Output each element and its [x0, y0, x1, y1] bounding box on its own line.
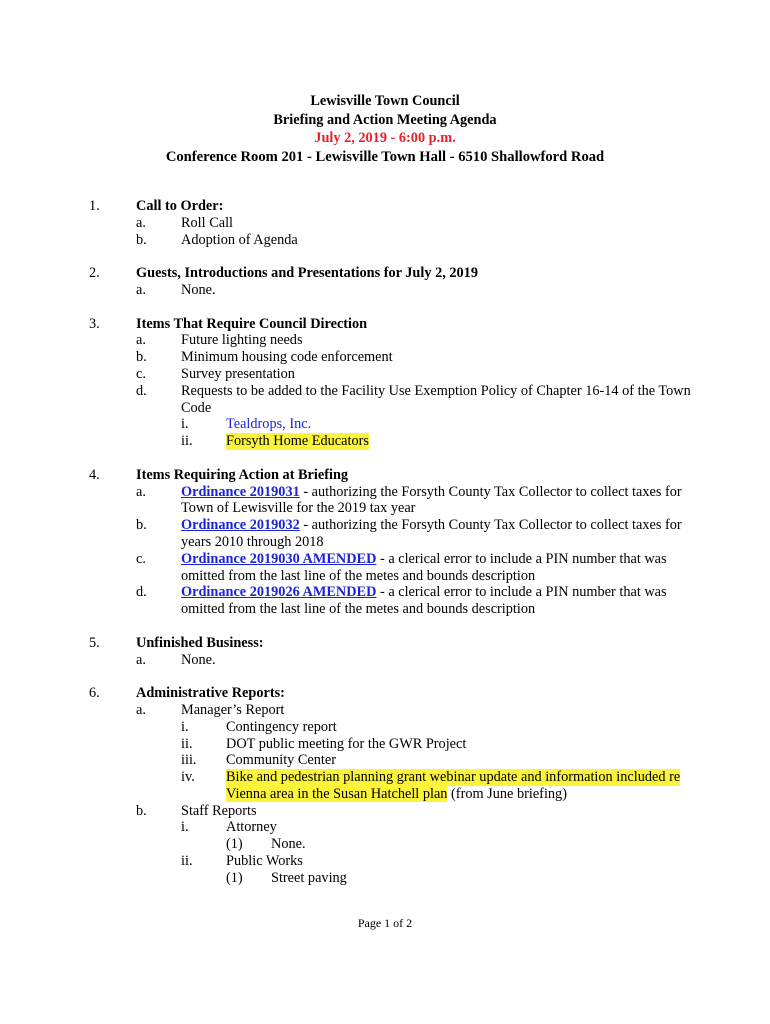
- item-marker: a.: [136, 332, 146, 349]
- agenda-subsubitem: [0, 870, 770, 887]
- agenda-list: [0, 198, 770, 887]
- section-4-heading: [0, 467, 770, 484]
- item-text: Contingency report: [226, 718, 337, 735]
- item-marker: i.: [181, 819, 189, 836]
- item-text: None.: [181, 651, 216, 668]
- item-marker: ii.: [181, 735, 193, 752]
- item-marker: a.: [136, 651, 146, 668]
- item-marker: i.: [181, 416, 189, 433]
- item-text: Minimum housing code enforcement: [181, 349, 393, 366]
- section-number: 3.: [89, 315, 100, 332]
- item-marker: b.: [136, 802, 147, 819]
- item-text: [181, 584, 667, 601]
- section-title: Items That Require Council Direction: [136, 315, 368, 332]
- item-text: Street paving: [271, 869, 347, 886]
- ordinance-2019031-link[interactable]: Ordinance 2019031: [181, 483, 300, 500]
- item-text: Attorney: [226, 819, 277, 836]
- item-marker: b.: [136, 349, 147, 366]
- agenda-item-continuation: [0, 568, 770, 585]
- item-text: Community Center: [226, 752, 336, 769]
- item-text: years 2010 through 2018: [181, 533, 324, 550]
- agenda-item: [0, 332, 770, 349]
- agenda-item: [0, 282, 770, 299]
- item-marker: (1): [226, 869, 243, 886]
- agenda-item: [0, 484, 770, 501]
- agenda-item-continuation: [0, 786, 770, 803]
- meeting-date: July 2, 2019 - 6:00 p.m.: [314, 130, 456, 146]
- section-3-heading: [0, 316, 770, 333]
- item-marker: d.: [136, 382, 147, 399]
- agenda-subitem: [0, 416, 770, 433]
- section-5-heading: [0, 635, 770, 652]
- section-title: Unfinished Business:: [136, 634, 264, 651]
- item-marker: i.: [181, 718, 189, 735]
- item-text: Staff Reports: [181, 802, 257, 819]
- section-number: 6.: [89, 685, 100, 702]
- section-title: Items Requiring Action at Briefing: [136, 466, 349, 483]
- item-marker: iv.: [181, 769, 195, 786]
- item-description: - authorizing the Forsyth County Tax Collector to collect taxes for: [299, 517, 682, 534]
- item-text: DOT public meeting for the GWR Project: [226, 735, 467, 752]
- item-marker: b.: [136, 517, 147, 534]
- org-title: Lewisville Town Council: [310, 93, 460, 109]
- agenda-subitem: [0, 736, 770, 753]
- section-1-heading: [0, 198, 770, 215]
- agenda-header: [0, 92, 770, 166]
- item-text: [226, 786, 567, 803]
- section-title: Call to Order:: [136, 198, 224, 214]
- item-text: None.: [271, 836, 306, 853]
- tealdrops-link[interactable]: Tealdrops, Inc.: [226, 416, 312, 433]
- agenda-item: [0, 551, 770, 568]
- item-marker: a.: [136, 214, 146, 231]
- section-number: 5.: [89, 634, 100, 651]
- meeting-location: Conference Room 201 - Lewisville Town Hall - 6510 Shallowford Road: [165, 148, 605, 165]
- item-marker: a.: [136, 483, 146, 500]
- item-text: [181, 484, 682, 501]
- item-text: Town of Lewisville for the 2019 tax year: [181, 500, 416, 517]
- item-text: Roll Call: [181, 214, 234, 231]
- item-text: Public Works: [226, 853, 303, 870]
- agenda-subitem: [0, 769, 770, 786]
- agenda-subitem: [0, 752, 770, 769]
- agenda-item-continuation: [0, 534, 770, 551]
- item-text: omitted from the last line of the metes and bounds description: [181, 601, 536, 618]
- item-marker: ii.: [181, 433, 193, 450]
- agenda-subsubitem: [0, 836, 770, 853]
- item-text: Requests to be added to the Facility Use Exemption Policy of Chapter 16-14 of the Town: [181, 382, 691, 399]
- item-text: omitted from the last line of the metes and bounds description: [181, 567, 536, 584]
- agenda-item-continuation: [0, 500, 770, 517]
- item-marker: a.: [136, 281, 146, 298]
- meeting-title: Briefing and Action Meeting Agenda: [273, 111, 497, 128]
- item-text: [181, 517, 682, 534]
- item-text: None.: [181, 281, 216, 298]
- agenda-subitem: [0, 853, 770, 870]
- agenda-item: [0, 383, 770, 400]
- item-marker: ii.: [181, 853, 193, 870]
- ordinance-2019032-link[interactable]: Ordinance 2019032: [181, 517, 300, 534]
- agenda-subitem: [0, 819, 770, 836]
- item-text: Code: [181, 399, 212, 416]
- agenda-item-continuation: [0, 400, 770, 417]
- item-marker: iii.: [181, 752, 197, 769]
- agenda-item: [0, 584, 770, 601]
- item-text: Survey presentation: [181, 365, 295, 382]
- item-description: - a clerical error to include a PIN number that was: [376, 550, 667, 567]
- agenda-subitem: [0, 433, 770, 450]
- agenda-subitem: [0, 719, 770, 736]
- section-2-heading: [0, 265, 770, 282]
- item-marker: c.: [136, 550, 146, 567]
- section-number: 2.: [89, 265, 100, 282]
- highlighted-item-text: Vienna area in the Susan Hatchell plan: [226, 785, 448, 802]
- section-6-heading: [0, 685, 770, 702]
- section-title: Guests, Introductions and Presentations for July 2, 2019: [136, 265, 478, 282]
- agenda-item: [0, 702, 770, 719]
- agenda-item-continuation: [0, 601, 770, 618]
- section-number: 4.: [89, 466, 100, 483]
- agenda-item: [0, 366, 770, 383]
- item-text: Manager’s Report: [181, 701, 285, 718]
- item-description: - a clerical error to include a PIN number that was: [376, 584, 667, 601]
- agenda-item: [0, 349, 770, 366]
- section-title: Administrative Reports:: [136, 685, 285, 702]
- item-description: - authorizing the Forsyth County Tax Collector to collect taxes for: [299, 483, 682, 500]
- item-marker: b.: [136, 231, 147, 248]
- item-marker: (1): [226, 836, 243, 853]
- item-text: Future lighting needs: [181, 332, 303, 349]
- ordinance-2019026-link[interactable]: Ordinance 2019026 AMENDED: [181, 584, 377, 601]
- item-text: Adoption of Agenda: [181, 231, 298, 248]
- agenda-item: [0, 517, 770, 534]
- agenda-item: [0, 652, 770, 669]
- agenda-item: [0, 215, 770, 232]
- item-marker: c.: [136, 365, 146, 382]
- item-note: (from June briefing): [447, 785, 567, 802]
- agenda-item: [0, 232, 770, 249]
- item-marker: d.: [136, 584, 147, 601]
- page-number: Page 1 of 2: [357, 916, 413, 930]
- highlighted-item-text: Bike and pedestrian planning grant webinar update and information included re: [226, 769, 681, 786]
- item-marker: a.: [136, 701, 146, 718]
- agenda-item: [0, 803, 770, 820]
- ordinance-2019030-link[interactable]: Ordinance 2019030 AMENDED: [181, 550, 377, 567]
- section-number: 1.: [89, 198, 100, 214]
- highlighted-item-text: Forsyth Home Educators: [226, 433, 369, 450]
- item-text: [181, 551, 667, 568]
